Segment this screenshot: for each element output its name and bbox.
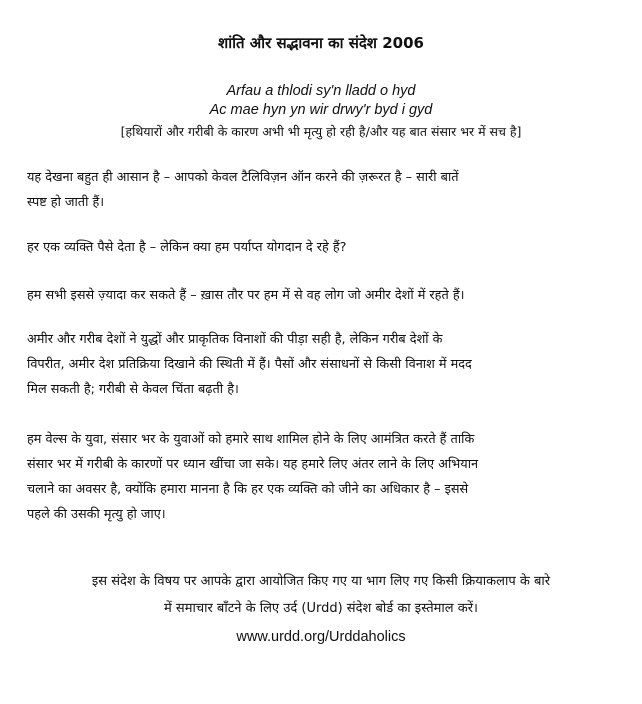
- document-title: शांति और सद्भावना का संदेश 2006: [218, 34, 424, 52]
- paragraph-line: पहले की उसकी मृत्यु हो जाए।: [27, 507, 166, 522]
- welsh-verse: [0, 82, 642, 120]
- footer-url: [0, 626, 642, 648]
- paragraph-line: मिल सकती है; गरीबी से केवल चिंता बढ़ती है।: [27, 382, 239, 397]
- urddaholics-link[interactable]: www.urdd.org/Urddaholics: [236, 629, 406, 645]
- paragraph-2: [27, 235, 622, 260]
- paragraph-line: हर एक व्यक्ति पैसे देता है – लेकिन क्या हम पर्याप्त योगदान दे रहे हैं?: [27, 240, 347, 255]
- paragraph-line: विपरीत, अमीर देश प्रतिक्रिया दिखाने की स्थिती में हैं। पैसों और संसाधनों से किसी विनाश में मदद: [27, 357, 472, 372]
- verse-translation: [हथियारों और गरीबी के कारण अभी भी मृत्यु हो रही है/और यह बात संसार भर में सच है]: [120, 124, 522, 139]
- paragraph-5: [27, 427, 622, 527]
- footer-line-2: में समाचार बाँटने के लिए उर्द (Urdd) संदेश बोर्ड का इस्तेमाल करें।: [164, 601, 478, 616]
- paragraph-line: यह देखना बहुत ही आसान है – आपको केवल टैलिविज़न ऑन करने की ज़रूरत है – सारी बातें: [27, 170, 459, 185]
- paragraph-line: चलाने का अवसर है, क्योंकि हमारा मानना है कि हर एक व्यक्ति को जीने का अधिकार है – इससे: [27, 482, 469, 497]
- footer-note: [0, 568, 642, 622]
- verse-line-2: Ac mae hyn yn wir drwy'r byd i gyd: [209, 102, 433, 118]
- paragraph-line: संसार भर में गरीबी के कारणों पर ध्यान खींचा जा सके। यह हमारे लिए अंतर लाने के लिए अभियान: [27, 457, 479, 472]
- footer-line-1: इस संदेश के विषय पर आपके द्वारा आयोजित किए गए या भाग लिए गए किसी क्रियाकलाप के बारे: [91, 574, 551, 589]
- paragraph-line: हम वेल्स के युवा, संसार भर के युवाओं को हमारे साथ शामिल होने के लिए आमंत्रित करते हैं ताकि: [27, 432, 475, 447]
- paragraph-1: [27, 165, 622, 215]
- paragraph-line: हम सभी इससे ज़्यादा कर सकते हैं – ख़ास तौर पर हम में से वह लोग जो अमीर देशों में रहते हैं।: [27, 288, 465, 303]
- paragraph-3: [27, 283, 622, 308]
- paragraph-line: अमीर और गरीब देशों ने युद्धों और प्राकृतिक विनाशों की पीड़ा सही है, लेकिन गरीब देशों के: [27, 332, 443, 347]
- paragraph-line: स्पष्ट हो जाती हैं।: [27, 195, 105, 210]
- paragraph-4: [27, 327, 622, 402]
- verse-line-1: Arfau a thlodi sy'n lladd o hyd: [226, 83, 416, 99]
